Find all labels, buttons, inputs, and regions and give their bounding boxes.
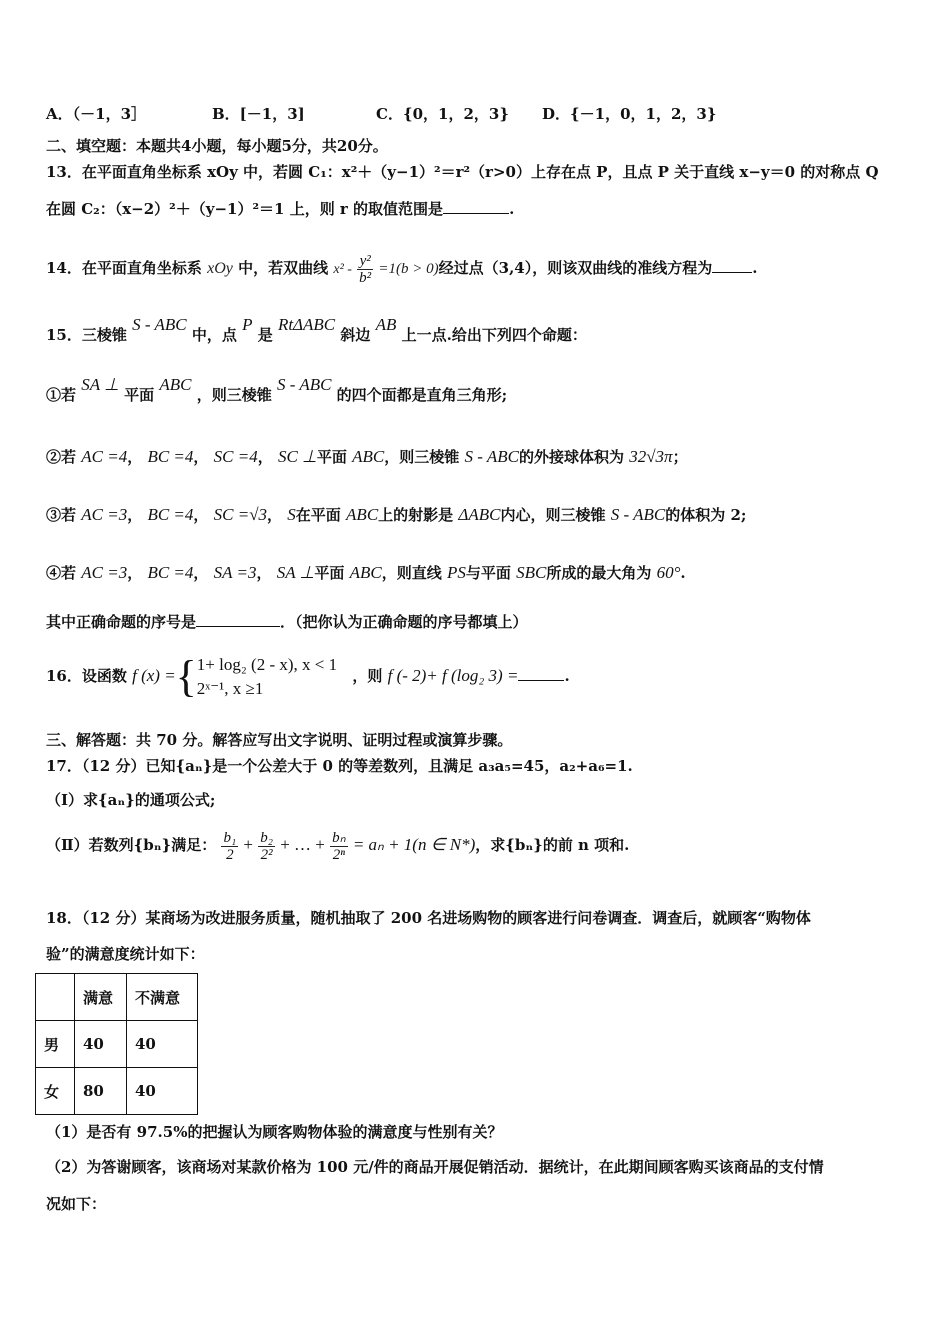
q18-line1: 18．（12 分）某商场为改进服务质量，随机抽取了 200 名进场购物的顾客进行问卷调查．调查后，就顾客“购物体 xyxy=(46,909,811,927)
q15-prop3 xyxy=(46,500,746,530)
q15-answer-prefix: 其中正确命题的序号是 xyxy=(46,613,197,631)
q17-line1: 17．（12 分）已知{aₙ}是一个公差大于 0 的等差数列，且满足 a₃a₅=45，a₂+a₆=1. xyxy=(46,757,633,775)
p2-m7: SC ⊥ xyxy=(277,447,317,466)
q16-end: . xyxy=(564,667,570,685)
q14-coord: xOy xyxy=(207,260,233,277)
option-a: A．（－1，3］ xyxy=(46,105,147,123)
p2-t14: ； xyxy=(672,448,688,466)
q15-t2: 中，点 xyxy=(191,326,237,344)
table-cell: 40 xyxy=(127,1021,198,1068)
q16-mid: ，则 xyxy=(352,667,383,685)
p4-m5: SA =3 xyxy=(213,563,257,582)
q15-prop4 xyxy=(46,558,686,588)
q16-case1: 1+ log₂ (2 - x), x < 1 xyxy=(196,655,338,674)
q15-answer-blank xyxy=(196,612,280,627)
p2-t8: 平面 xyxy=(316,448,347,466)
q18-part2-line1: （2）为答谢顾客，该商场对某款价格为 100 元/件的商品开展促销活动．据统计，在此期间顾客购买该商品的支付情 xyxy=(46,1158,824,1176)
q14-eq-x2: x² - xyxy=(333,262,352,277)
q17-frac2 xyxy=(258,830,275,863)
p3-t10: 上的射影是 xyxy=(378,506,454,524)
p2-m13: 32√3π xyxy=(629,447,673,466)
q17-frac1-num: b₁ xyxy=(223,829,237,846)
p3-t4: ， xyxy=(193,506,209,524)
q16 xyxy=(46,650,570,702)
q15-intro xyxy=(46,315,587,350)
q17-frac3 xyxy=(330,830,347,863)
q16-prefix: 16．设函数 xyxy=(46,667,127,685)
section3-heading: 三、解答题：共 70 分。解答应写出文字说明、证明过程或演算步骤。 xyxy=(46,731,513,749)
q16-brace: { xyxy=(175,652,197,701)
q16-f: f (x) = xyxy=(132,666,176,685)
q17-frac1 xyxy=(221,830,238,863)
q18-line2: 验”的满意度统计如下： xyxy=(46,945,205,963)
q15-answer-suffix: ．（把你认为正确命题的序号都填上） xyxy=(280,613,528,631)
q17-plus: + xyxy=(243,835,253,854)
p3-m7: S xyxy=(287,505,296,524)
q15-m7: AB xyxy=(375,315,397,334)
q17-dots: + … + xyxy=(280,835,325,854)
q14-prefix: 14．在平面直角坐标系 xyxy=(46,259,202,277)
table-cell: 80 xyxy=(75,1068,127,1115)
p3-m9: ABC xyxy=(346,505,379,524)
p3-t6: ， xyxy=(267,506,283,524)
table-header: 满意 xyxy=(75,974,127,1021)
p2-t2: ， xyxy=(127,448,143,466)
table-row xyxy=(36,1068,198,1115)
table-row xyxy=(36,1021,198,1068)
table-cell: 男 xyxy=(36,1021,75,1068)
p3-m1: AC =3 xyxy=(81,505,128,524)
satisfaction-table xyxy=(35,973,198,1115)
p3-t0: ③若 xyxy=(46,506,77,524)
p2-t6: ， xyxy=(257,448,273,466)
p4-m9: ABC xyxy=(349,563,382,582)
p2-t10: ，则三棱锥 xyxy=(384,448,460,466)
p3-m13: S - ABC xyxy=(610,505,666,524)
p3-m5: SC =√3 xyxy=(213,505,268,524)
q14-eq-rhs: =1(b > 0) xyxy=(378,261,439,277)
q14-end: . xyxy=(752,259,758,277)
p1-m5: S - ABC xyxy=(276,375,332,394)
q15-answer xyxy=(46,612,528,632)
q14-frac-num: y² xyxy=(357,253,373,270)
p1-m1: SA ⊥ xyxy=(81,375,119,394)
p4-t12: 与平面 xyxy=(465,564,511,582)
p4-t4: ， xyxy=(193,564,209,582)
q18-part2-line2: 况如下： xyxy=(46,1195,107,1213)
p3-t8: 在平面 xyxy=(295,506,341,524)
p2-t12: 的外接球体积为 xyxy=(518,448,624,466)
q15-t8: 上一点.给出下列四个命题： xyxy=(401,326,587,344)
p4-m13: SBC xyxy=(516,563,547,582)
q15-t6: 斜边 xyxy=(340,326,371,344)
p1-t0: ①若 xyxy=(46,386,77,404)
table-cell: 40 xyxy=(75,1021,127,1068)
p2-t4: ， xyxy=(193,448,209,466)
p1-t6: 的四个面都是直角三角形; xyxy=(336,386,508,404)
p4-t0: ④若 xyxy=(46,564,77,582)
q17-frac3-den: 2ⁿ xyxy=(332,846,345,863)
q17-part2-suffix: ，求{bₙ}的前 n 项和. xyxy=(475,836,630,854)
p3-t12: 内心，则三棱锥 xyxy=(500,506,606,524)
q13-text: 在圆 C₂：（x−2）²＋（y−1）²＝1 上，则 r 的取值范围是 xyxy=(46,200,444,218)
q14-mid: 中，若双曲线 xyxy=(238,259,329,277)
q14-frac-den: b² xyxy=(359,269,372,286)
q17-frac3-num: bₙ xyxy=(332,829,346,846)
p4-t6: ， xyxy=(256,564,272,582)
option-b: B．[－1，3] xyxy=(212,105,305,123)
p4-m7: SA ⊥ xyxy=(276,563,315,582)
q15-t0: 15．三棱锥 xyxy=(46,326,127,344)
q15-m1: S - ABC xyxy=(132,315,187,334)
q17-part2-prefix: （Ⅱ）若数列{bₙ}满足： xyxy=(46,836,217,854)
q15-prop1 xyxy=(46,375,508,410)
table-cell: 40 xyxy=(127,1068,198,1115)
p2-m1: AC =4 xyxy=(81,447,128,466)
section2-heading: 二、填空题：本题共4小题，每小题5分，共20分。 xyxy=(46,137,388,155)
q17-frac2-den: 2² xyxy=(260,846,273,863)
q15-m5: RtΔABC xyxy=(277,315,336,334)
q17-frac2-num: b₂ xyxy=(260,829,273,846)
p2-t0: ②若 xyxy=(46,448,77,466)
q16-expr: f (- 2)+ f (log₂ 3) = xyxy=(387,666,519,685)
q16-cases xyxy=(197,653,337,701)
table-cell xyxy=(36,974,75,1021)
p4-t14: 所成的最大角为 xyxy=(546,564,652,582)
q14-fraction xyxy=(357,253,373,286)
p1-t2: 平面 xyxy=(124,386,155,404)
p2-m9: ABC xyxy=(352,447,385,466)
q16-answer-blank xyxy=(518,666,564,681)
q15-m3: P xyxy=(242,315,253,334)
p2-m5: SC =4 xyxy=(213,447,258,466)
table-cell: 女 xyxy=(36,1068,75,1115)
p2-m3: BC =4 xyxy=(147,447,194,466)
q18-part1: （1）是否有 97.5%的把握认为顾客购物体验的满意度与性别有关？ xyxy=(46,1123,503,1141)
p4-t16: . xyxy=(680,564,686,582)
p3-m3: BC =4 xyxy=(147,505,194,524)
option-c: C．{0，1，2，3} xyxy=(376,105,509,123)
p4-m11: PS xyxy=(446,563,466,582)
q17-part2 xyxy=(46,824,629,866)
p4-m15: 60° xyxy=(656,563,681,582)
q14 xyxy=(46,246,757,292)
q17-part1: （I）求{aₙ}的通项公式; xyxy=(46,791,216,809)
p3-m11: ΔABC xyxy=(458,505,501,524)
p4-m1: AC =3 xyxy=(81,563,128,582)
p4-m3: BC =4 xyxy=(147,563,194,582)
table-header: 不满意 xyxy=(127,974,198,1021)
q14-suffix: 经过点（3,4），则该双曲线的准线方程为 xyxy=(438,259,713,277)
q17-rhs: = aₙ + 1(n ∈ N*) xyxy=(352,835,476,854)
p3-t2: ， xyxy=(127,506,143,524)
option-d: D．{－1，0，1，2，3} xyxy=(542,105,717,123)
q13-answer-blank xyxy=(443,199,509,214)
p4-t10: ，则直线 xyxy=(381,564,442,582)
p3-t14: 的体积为 2; xyxy=(665,506,747,524)
p2-m11: S - ABC xyxy=(464,447,519,466)
q16-case2: 2ˣ⁻¹, x ≥1 xyxy=(196,679,264,698)
q17-frac1-den: 2 xyxy=(226,846,234,863)
p4-t2: ， xyxy=(127,564,143,582)
p1-m3: ABC xyxy=(159,375,192,394)
q14-answer-blank xyxy=(712,258,752,273)
p1-t4: ，则三棱锥 xyxy=(196,386,272,404)
q13-end: . xyxy=(509,200,515,218)
q15-t4: 是 xyxy=(257,326,273,344)
table-row xyxy=(36,974,198,1021)
q13-line2 xyxy=(46,199,514,219)
q15-prop2 xyxy=(46,442,688,472)
q13-line1: 13．在平面直角坐标系 xOy 中，若圆 C₁：x²＋（y−1）²＝r²（r>0）上存在点 P，且点 P 关于直线 x−y＝0 的对称点 Q xyxy=(46,163,879,181)
p4-t8: 平面 xyxy=(314,564,345,582)
